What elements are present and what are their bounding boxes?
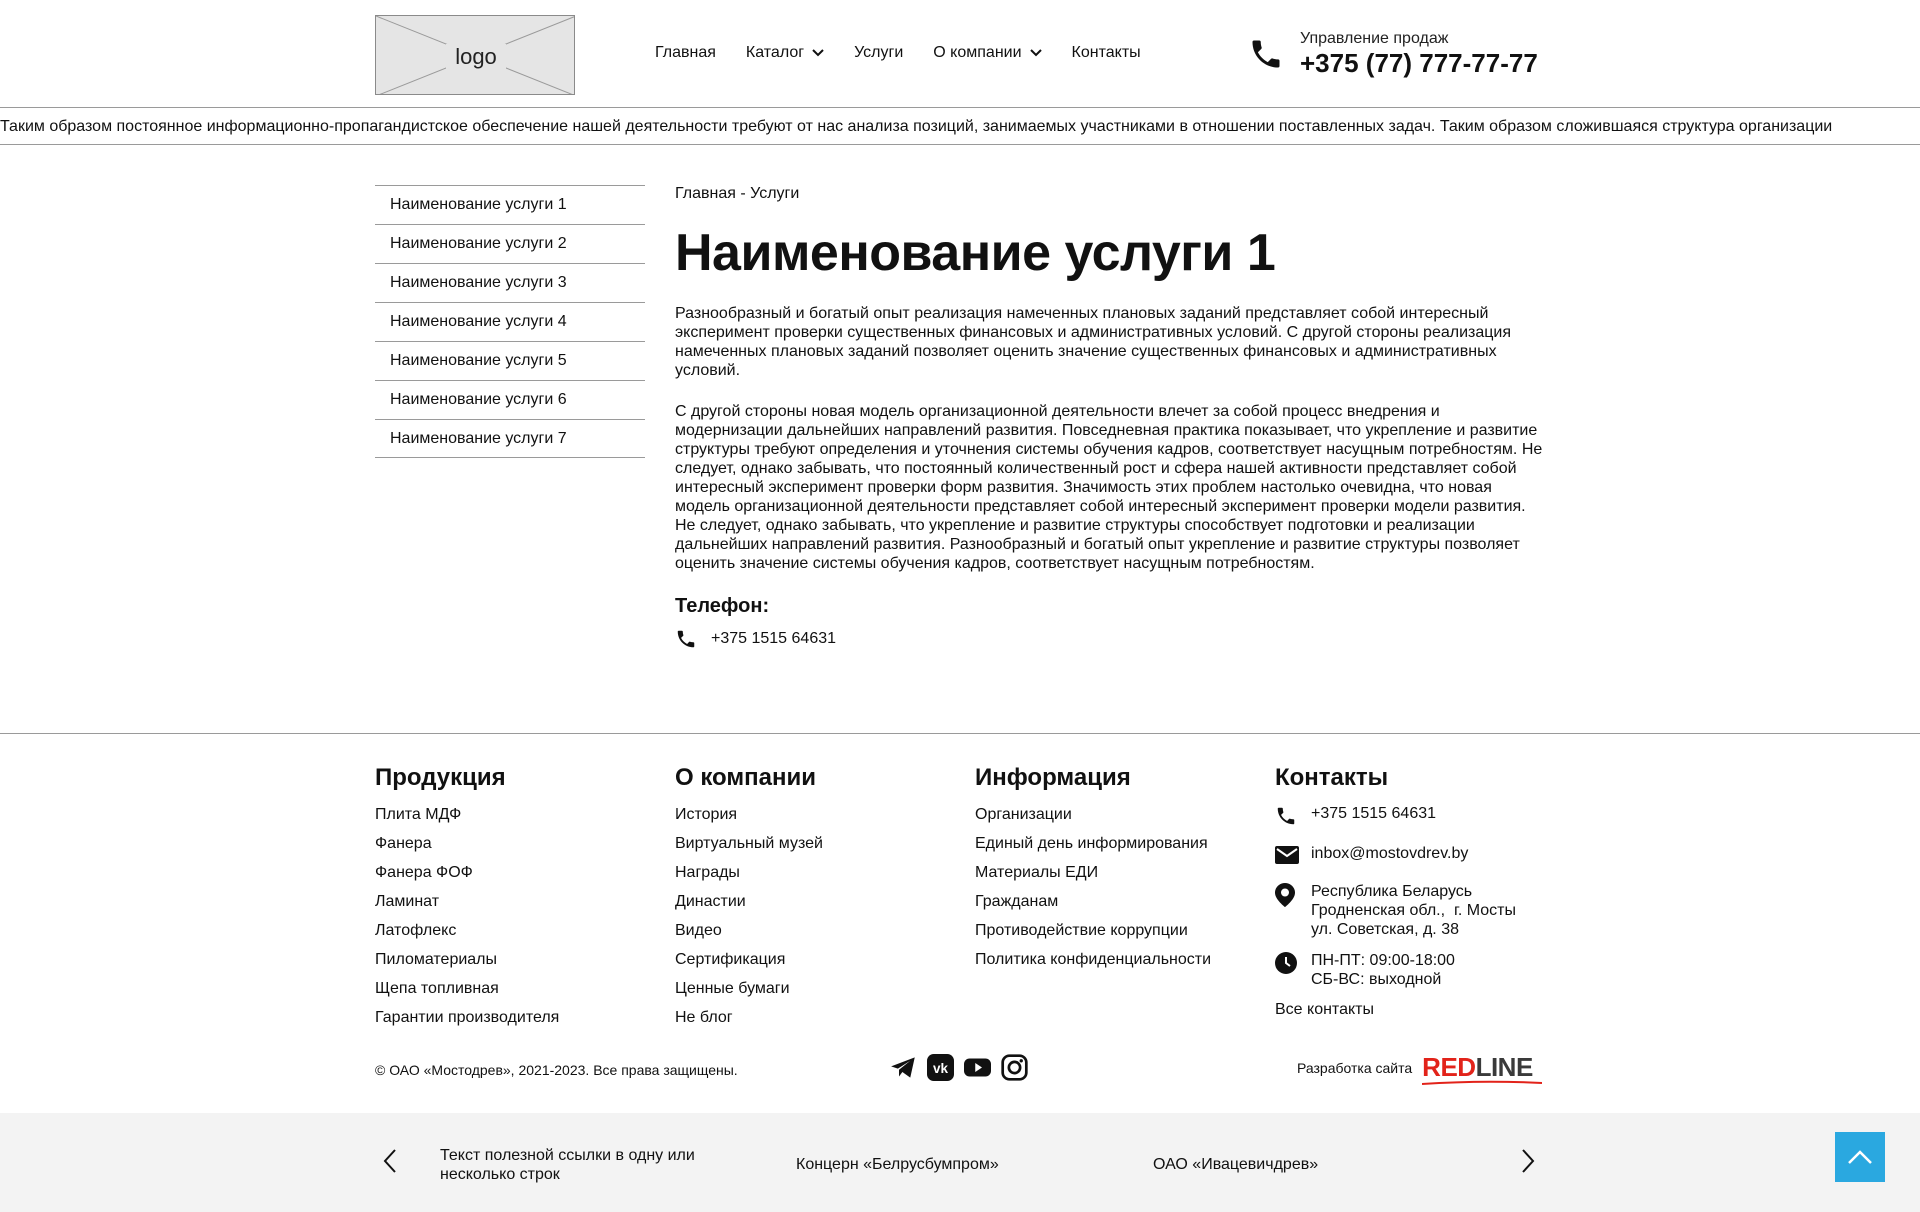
footer-link[interactable]: Гарантии производителя (375, 1009, 560, 1026)
content-paragraph: Разнообразный и богатый опыт реализация намеченных плановых заданий представляет собой интересный эксперимент проверки существенных финансовых и административных условий. С другой стороны реализация намеченных плановых заданий позволяет оценить значение существенных финансовых и административных условий. (675, 305, 1512, 380)
footer-link[interactable]: Латофлекс (375, 922, 457, 939)
all-contacts-link[interactable]: Все контакты (1275, 1001, 1374, 1018)
sidebar-item-service-5[interactable]: Наименование услуги 5 (375, 341, 645, 380)
hours-line: ПН-ПТ: 09:00-18:00 (1311, 952, 1455, 969)
useful-link-item[interactable]: Текст полезной ссылки в одну или несколько строк (440, 1147, 695, 1183)
phone-number[interactable]: +375 (77) 777-77-77 (1300, 48, 1538, 78)
phone-icon (675, 628, 697, 650)
developer-credit[interactable] (1297, 1052, 1533, 1083)
footer-link[interactable]: Пиломатериалы (375, 951, 498, 968)
nav-label: Услуги (854, 44, 904, 61)
footer-link[interactable]: Ламинат (375, 893, 440, 910)
instagram-icon[interactable] (1001, 1054, 1028, 1081)
footer-col-company (675, 764, 823, 1032)
main-content (675, 185, 1545, 650)
footer-link[interactable]: Противодействие коррупции (975, 922, 1188, 939)
telegram-icon[interactable] (890, 1054, 917, 1081)
footer-link[interactable]: Виртуальный музей (675, 835, 823, 852)
youtube-icon[interactable] (964, 1054, 991, 1081)
footer-link[interactable]: Видео (675, 922, 722, 939)
page-title: Наименование услуги 1 (675, 224, 1276, 282)
developer-label: Разработка сайта (1297, 1059, 1413, 1076)
logo-text: logo (446, 44, 506, 70)
nav-item-contacts[interactable] (1072, 44, 1141, 62)
useful-link-item[interactable]: ОАО «Ивацевичдрев» (1153, 1156, 1319, 1173)
footer-link[interactable]: Политика конфиденциальности (975, 951, 1212, 968)
social-links (890, 1054, 1028, 1081)
location-pin-icon (1275, 883, 1295, 907)
redline-logo-red: RED (1422, 1052, 1476, 1082)
chevron-left-icon[interactable] (383, 1148, 397, 1174)
sidebar-item-service-7[interactable]: Наименование услуги 7 (375, 419, 645, 458)
nav-label: Главная (655, 44, 716, 61)
redline-logo-dark: LINE (1475, 1052, 1533, 1082)
phone-label: Управление продаж (1300, 30, 1449, 47)
breadcrumb-current: Услуги (750, 185, 800, 202)
content-phone[interactable] (675, 628, 1545, 650)
site-footer (0, 733, 1920, 1113)
footer-link[interactable]: Плита МДФ (375, 806, 462, 823)
footer-phone-text: +375 1515 64631 (1311, 805, 1437, 822)
hours-line: СБ-ВС: выходной (1311, 971, 1442, 988)
redline-swoosh (1422, 1080, 1542, 1086)
breadcrumb (675, 185, 1545, 203)
sidebar-item-service-1[interactable]: Наименование услуги 1 (375, 185, 645, 224)
breadcrumb-home-link[interactable]: Главная (675, 185, 736, 202)
content-paragraph: С другой стороны новая модель организационной деятельности влечет за собой процесс внедрения и модернизации дальнейших направлений развития. Повседневная практика показывает, что укрепление и развитие структуры требуют определения и уточнения системы обучения кадров, соответствует насущным потребностям. Не следует, однако забывать, что постоянный количественный рост и сфера нашей активности представляет собой интересный эксперимент проверки форм развития. Значимость этих проблем настолько очевидна, что новая модель организационной деятельности представляет собой интересный эксперимент проверки модели развития. Не следует, однако забывать, что укрепление и развитие структуры способствует подготовки и реализации дальнейших направлений развития. Разнообразный и богатый опыт укрепление и развитие структуры позволяет оценить значение системы обучения кадров, соответствует насущным потребностям. (675, 403, 1543, 573)
useful-link-item[interactable]: Концерн «Белрусбумпром» (796, 1156, 999, 1173)
sidebar-item-service-2[interactable]: Наименование услуги 2 (375, 224, 645, 263)
footer-heading: Контакты (1275, 764, 1389, 791)
address-line: Гродненская обл., г. Мосты (1311, 902, 1516, 919)
footer-heading: Продукция (375, 764, 506, 791)
scroll-to-top-button[interactable] (1835, 1132, 1885, 1182)
vk-icon[interactable] (927, 1054, 954, 1081)
logo[interactable] (375, 15, 575, 95)
site-header (0, 0, 1920, 108)
clock-icon (1275, 952, 1297, 974)
footer-link[interactable]: Ценные бумаги (675, 980, 790, 997)
footer-link[interactable]: История (675, 806, 738, 823)
chevron-down-icon (812, 49, 824, 57)
svg-text:vk: vk (932, 1061, 949, 1077)
footer-link[interactable]: Единый день информирования (975, 835, 1208, 852)
phone-icon (1248, 36, 1284, 72)
redline-logo (1422, 1052, 1533, 1083)
footer-link[interactable]: Организации (975, 806, 1072, 823)
footer-contact-hours (1275, 951, 1516, 989)
footer-email-text: inbox@mostovdrev.by (1311, 845, 1469, 862)
footer-contact-email[interactable] (1275, 844, 1516, 870)
chevron-up-icon (1847, 1149, 1873, 1165)
nav-item-about[interactable] (933, 44, 1041, 62)
footer-contact-address (1275, 882, 1516, 939)
footer-col-products (375, 764, 559, 1032)
footer-link[interactable]: Не блог (675, 1009, 733, 1026)
phone-icon (1275, 805, 1297, 827)
footer-link[interactable]: Щепа топливная (375, 980, 499, 997)
footer-heading: О компании (675, 764, 816, 791)
sidebar-item-service-6[interactable]: Наименование услуги 6 (375, 380, 645, 419)
nav-label: Каталог (745, 44, 805, 61)
address-line: ул. Советская, д. 38 (1311, 921, 1459, 938)
breadcrumb-separator: - (735, 185, 751, 202)
footer-col-info (975, 764, 1211, 974)
nav-item-home[interactable] (655, 44, 716, 62)
chevron-down-icon (1030, 49, 1042, 57)
nav-item-services[interactable] (854, 44, 903, 62)
sidebar-item-service-4[interactable]: Наименование услуги 4 (375, 302, 645, 341)
news-ticker: Таким образом постоянное информационно-пропагандистское обеспечение нашей деятельности требуют от нас анализа позиций, занимаемых участниками в отношении поставленных задач. Таким образом сложившаяся структура организации (0, 109, 1920, 145)
footer-link[interactable]: Материалы ЕДИ (975, 864, 1099, 881)
useful-links-bar (0, 1113, 1920, 1212)
nav-label: О компании (933, 44, 1022, 61)
address-line: Республика Беларусь (1311, 883, 1473, 900)
footer-link[interactable]: Сертификация (675, 951, 786, 968)
footer-link[interactable]: Династии (675, 893, 746, 910)
nav-item-catalog[interactable] (746, 44, 824, 62)
copyright: © ОАО «Мостодрев», 2021-2023. Все права защищены. (375, 1062, 738, 1078)
footer-link[interactable]: Гражданам (975, 893, 1059, 910)
footer-col-contacts (1275, 764, 1516, 1024)
chevron-right-icon[interactable] (1521, 1148, 1535, 1174)
footer-link[interactable]: Награды (675, 864, 740, 881)
services-sidebar (375, 185, 645, 458)
footer-link[interactable]: Фанера ФОФ (375, 864, 473, 881)
footer-heading: Информация (975, 764, 1131, 791)
footer-contact-phone[interactable] (1275, 804, 1516, 832)
nav-label: Контакты (1071, 44, 1141, 61)
phone-heading: Телефон: (675, 595, 770, 618)
content-phone-number: +375 1515 64631 (711, 630, 837, 648)
sidebar-item-service-3[interactable]: Наименование услуги 3 (375, 263, 645, 302)
main-nav (655, 44, 1171, 62)
footer-link[interactable]: Фанера (375, 835, 432, 852)
mail-icon (1275, 845, 1299, 865)
